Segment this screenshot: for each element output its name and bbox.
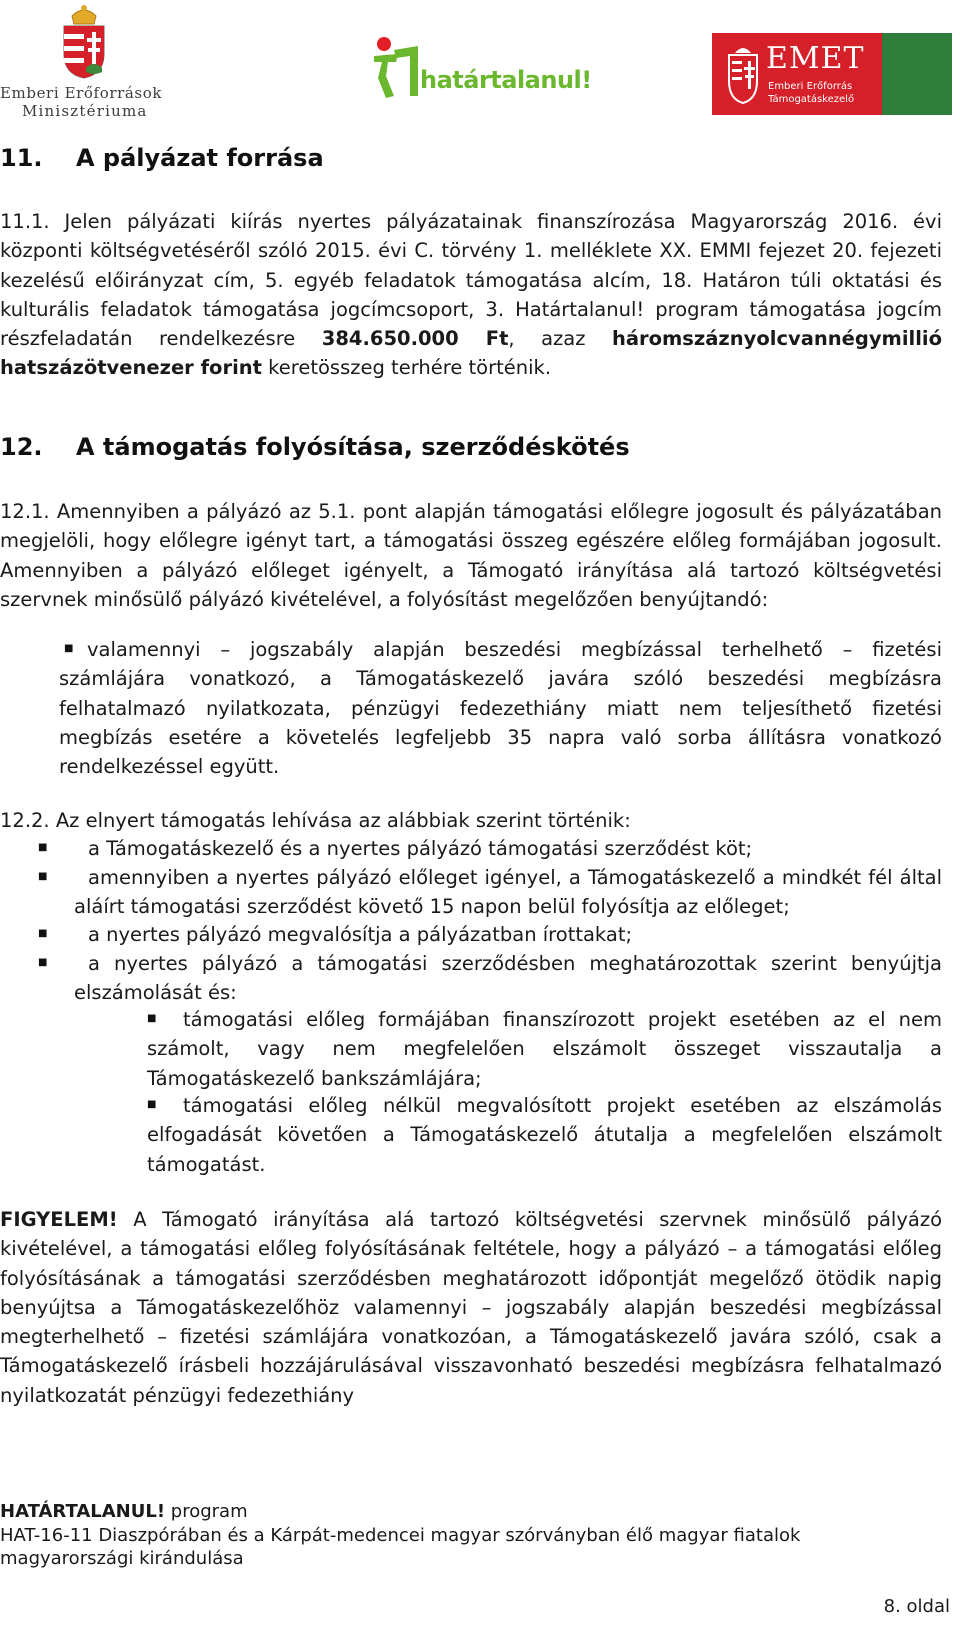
hatartalanul-logo: [372, 36, 592, 106]
section-11-heading: [0, 144, 324, 172]
section-12-title: A támogatás folyósítása, szerződéskötés: [76, 433, 630, 461]
sub-bullet-2: támogatási előleg nélkül megvalósított projekt esetében az elszámolás elfogadását követően a Támogatáskezelő átutalja a megfelelően elszámolt támogatást.: [147, 1094, 942, 1176]
section-11-amount: 384.650.000 Ft: [321, 327, 509, 351]
emmi-logo-line1: Emberi Erőforrások: [0, 84, 163, 102]
section-12-2-bullet-1: a Támogatáskezelő és a nyertes pályázó támogatási szerződést köt;: [88, 837, 753, 860]
section-11-title: A pályázat forrása: [76, 144, 324, 172]
emet-logo: [712, 33, 952, 115]
page-number: 8. oldal: [883, 1596, 950, 1617]
emet-logo-title: EMET: [766, 41, 865, 76]
hatartalanul-logo-text: határtalanul!: [420, 66, 592, 94]
bullet-marker: ■: [38, 957, 48, 968]
emet-crest-icon: [726, 41, 760, 107]
hatartalanul-figure-icon: [372, 36, 424, 102]
bullet-marker: ■: [38, 842, 48, 853]
page-header: [0, 0, 960, 120]
sub-bullet-1: támogatási előleg formájában finanszírozott projekt esetében az el nem számolt, vagy nem megfelelően elszámolt összeget visszautalja a Támogatáskezelő bankszámlájára;: [147, 1008, 942, 1090]
bullet-marker: ■: [38, 871, 48, 882]
hungarian-coat-of-arms-icon: [58, 2, 110, 80]
section-12-2-bullet-4: a nyertes pályázó a támogatási szerződésben meghatározottak szerint benyújtja elszámolását és:: [74, 952, 942, 1005]
section-11-text: 11.1. Jelen pályázati kiírás nyertes pályázatainak finanszírozása Magyarország 2016. évi központi költségvetéséről szóló 2015. évi C. törvény 1. melléklete XX. EMMI fejezet 20. fejezeti kezelésű előirányzat cím, 5. egyéb feladatok támogatása alcím, 18. Határon túli oktatási és kulturális feladatok támogatása jogcímcsoport, 3. Határtalanul! program támogatása jogcím részfeladatán rendelkezésre: [0, 210, 942, 351]
section-12-1-bullet: valamennyi – jogszabály alapján beszedési megbízással terhelhető – fizetési számlájára vonatkozó, a Támogatáskezelő javára szóló beszedési megbízásra felhatalmazó nyilatkozata, pénzügyi fedezethiány miatt nem teljesíthető fizetési megbízás esetére a követelés legfeljebb 35 napra való sorba állításra vonatkozó rendelkezéssel együtt.: [59, 638, 942, 779]
section-12-2-paragraph: 12.2. Az elnyert támogatás lehívása az alábbiak szerint történik:: [0, 809, 631, 832]
warning-text: A Támogató irányítása alá tartozó költségvetési szervnek minősülő pályázó kivételével, a támogatási előleg folyósításának feltétele, hogy a pályázó – a támogatási előleg folyósításának a támogatási szerződésben meghatározott időpontját megelőző ötödik napig benyújtsa a Támogatáskezelőhöz valamennyi – jogszabály alapján beszedési megbízással megterhelhető – fizetési számlájára vonatkozóan, a Támogatáskezelő javára szóló, csak a Támogatáskezelő írásbeli hozzájárulásával visszavonható beszedési megbízásra felhatalmazó nyilatkozatát pénzügyi fedezethiány: [0, 1208, 942, 1407]
footer-program: [0, 1500, 248, 1523]
section-12-number: 12.: [0, 433, 43, 461]
warning-label: FIGYELEM!: [0, 1208, 118, 1231]
footer-program-bold: HATÁRTALANUL!: [0, 1501, 166, 1522]
emmi-logo: [0, 2, 175, 120]
bullet-marker: ■: [147, 1013, 157, 1024]
emmi-logo-line2: Minisztériuma: [22, 102, 148, 120]
bullet-marker: ■: [64, 643, 74, 654]
footer-title-line2: magyarországi kirándulása: [0, 1548, 244, 1569]
section-12-2-bullet-3: a nyertes pályázó megvalósítja a pályázatban írottakat;: [88, 923, 633, 946]
section-11-number: 11.: [0, 144, 43, 172]
footer-title-line1: HAT-16-11 Diaszpórában és a Kárpát-medencei magyar szórványban élő magyar fiatalok: [0, 1525, 801, 1546]
section-11-paragraph: [0, 207, 942, 383]
footer-program-rest: program: [165, 1501, 248, 1522]
section-11-end: keretösszeg terhére történik.: [268, 356, 552, 380]
emet-logo-sub1: Emberi Erőforrás: [768, 81, 853, 92]
bullet-marker: ■: [147, 1099, 157, 1110]
section-11-amount-words: háromszáznyolcvannégymillió hatszázötvenezer forint: [0, 327, 942, 380]
section-11-mid: , azaz: [508, 327, 586, 351]
section-12-2-bullet-2: amennyiben a nyertes pályázó előleget igényel, a Támogatáskezelő a mindkét fél által aláírt támogatási szerződést követő 15 napon belül folyósítja az előleget;: [74, 866, 942, 919]
bullet-marker: ■: [38, 928, 48, 939]
section-12-1-paragraph: 12.1. Amennyiben a pályázó az 5.1. pont alapján támogatási előlegre jogosult és pályázatában megjelöli, hogy előlegre igényt tart, a támogatási összeg egészére előleg formájában jogosult. Amennyiben a pályázó előleget igényelt, a Támogató irányítása alá tartozó költségvetési szervnek minősülő pályázó kivételével, a folyósítást megelőzően benyújtandó:: [0, 500, 942, 611]
emet-logo-sub2: Támogatáskezelő: [768, 94, 855, 105]
section-12-heading: [0, 433, 630, 461]
warning-paragraph: [0, 1205, 942, 1410]
